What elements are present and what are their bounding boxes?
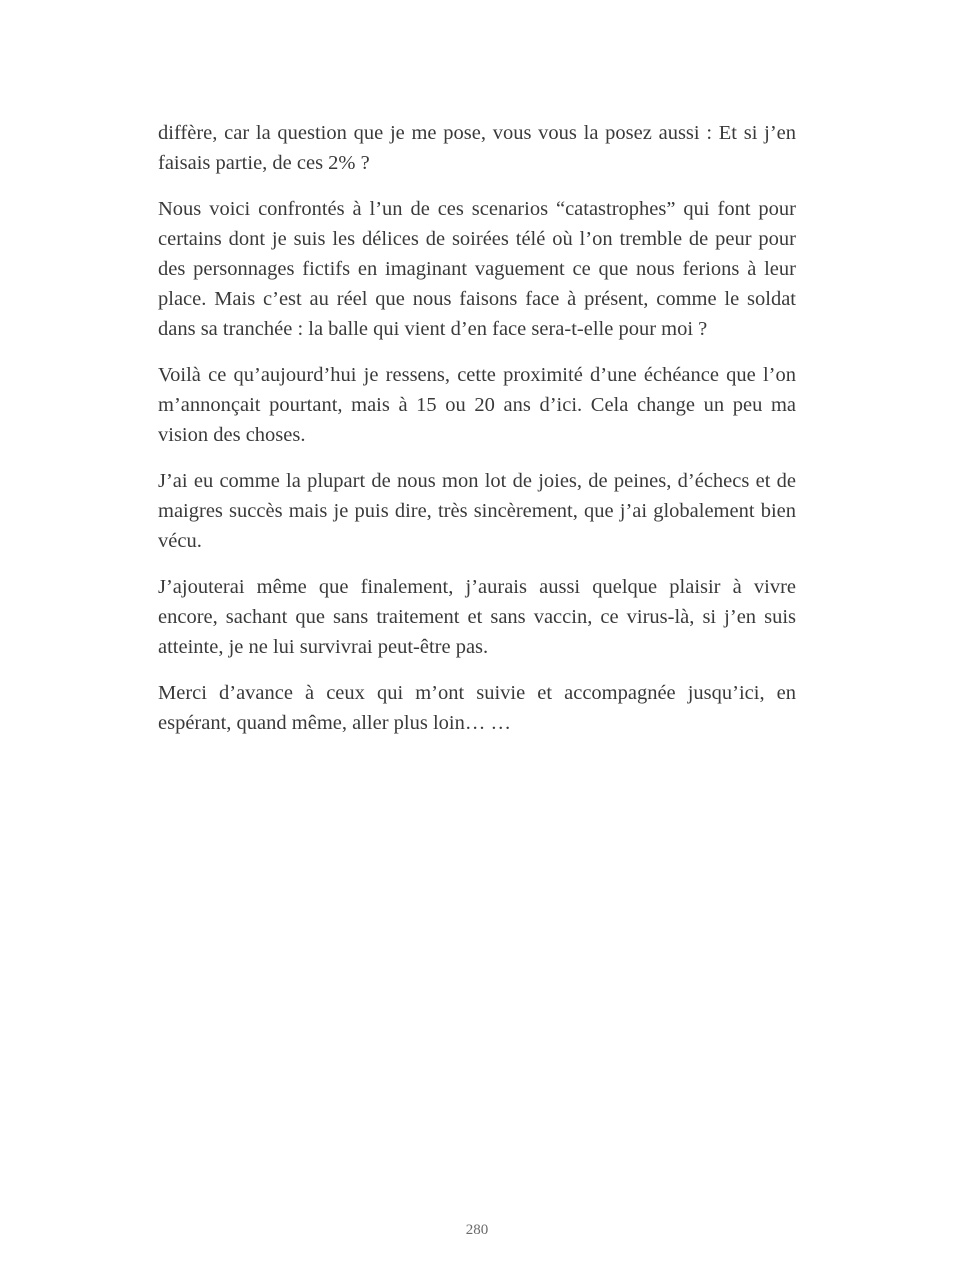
paragraph-2: Nous voici confrontés à l’un de ces scenarios “catastrophes” qui font pour certains dont je suis les délices de soirées télé où l’on tremble de peur pour des personnages fictifs en imaginant vaguement ce que nous ferions à leur place. Mais c’est au réel que nous faisons face à présent, comme le soldat dans sa tranchée : la balle qui vient d’en face sera-t-elle pour moi ? [158, 198, 796, 340]
body-text [158, 118, 796, 754]
paragraph-3: Voilà ce qu’aujourd’hui je ressens, cette proximité d’une échéance que l’on m’annonçait pourtant, mais à 15 ou 20 ans d’ici. Cela change un peu ma vision des choses. [158, 364, 796, 446]
paragraph-4: J’ai eu comme la plupart de nous mon lot de joies, de peines, d’échecs et de maigres succès mais je puis dire, très sincèrement, que j’ai globalement bien vécu. [158, 470, 796, 552]
page-number: 280 [465, 1222, 489, 1238]
paragraph-5: J’ajouterai même que finalement, j’aurais aussi quelque plaisir à vivre encore, sachant que sans traitement et sans vaccin, ce virus-là, si j’en suis atteinte, je ne lui survivrai peut-être pas. [158, 576, 796, 658]
paragraph-6: Merci d’avance à ceux qui m’ont suivie et accompagnée jusqu’ici, en espérant, quand même, aller plus loin… … [158, 682, 796, 734]
paragraph-1: diffère, car la question que je me pose, vous vous la posez aussi : Et si j’en faisais partie, de ces 2% ? [158, 122, 796, 174]
